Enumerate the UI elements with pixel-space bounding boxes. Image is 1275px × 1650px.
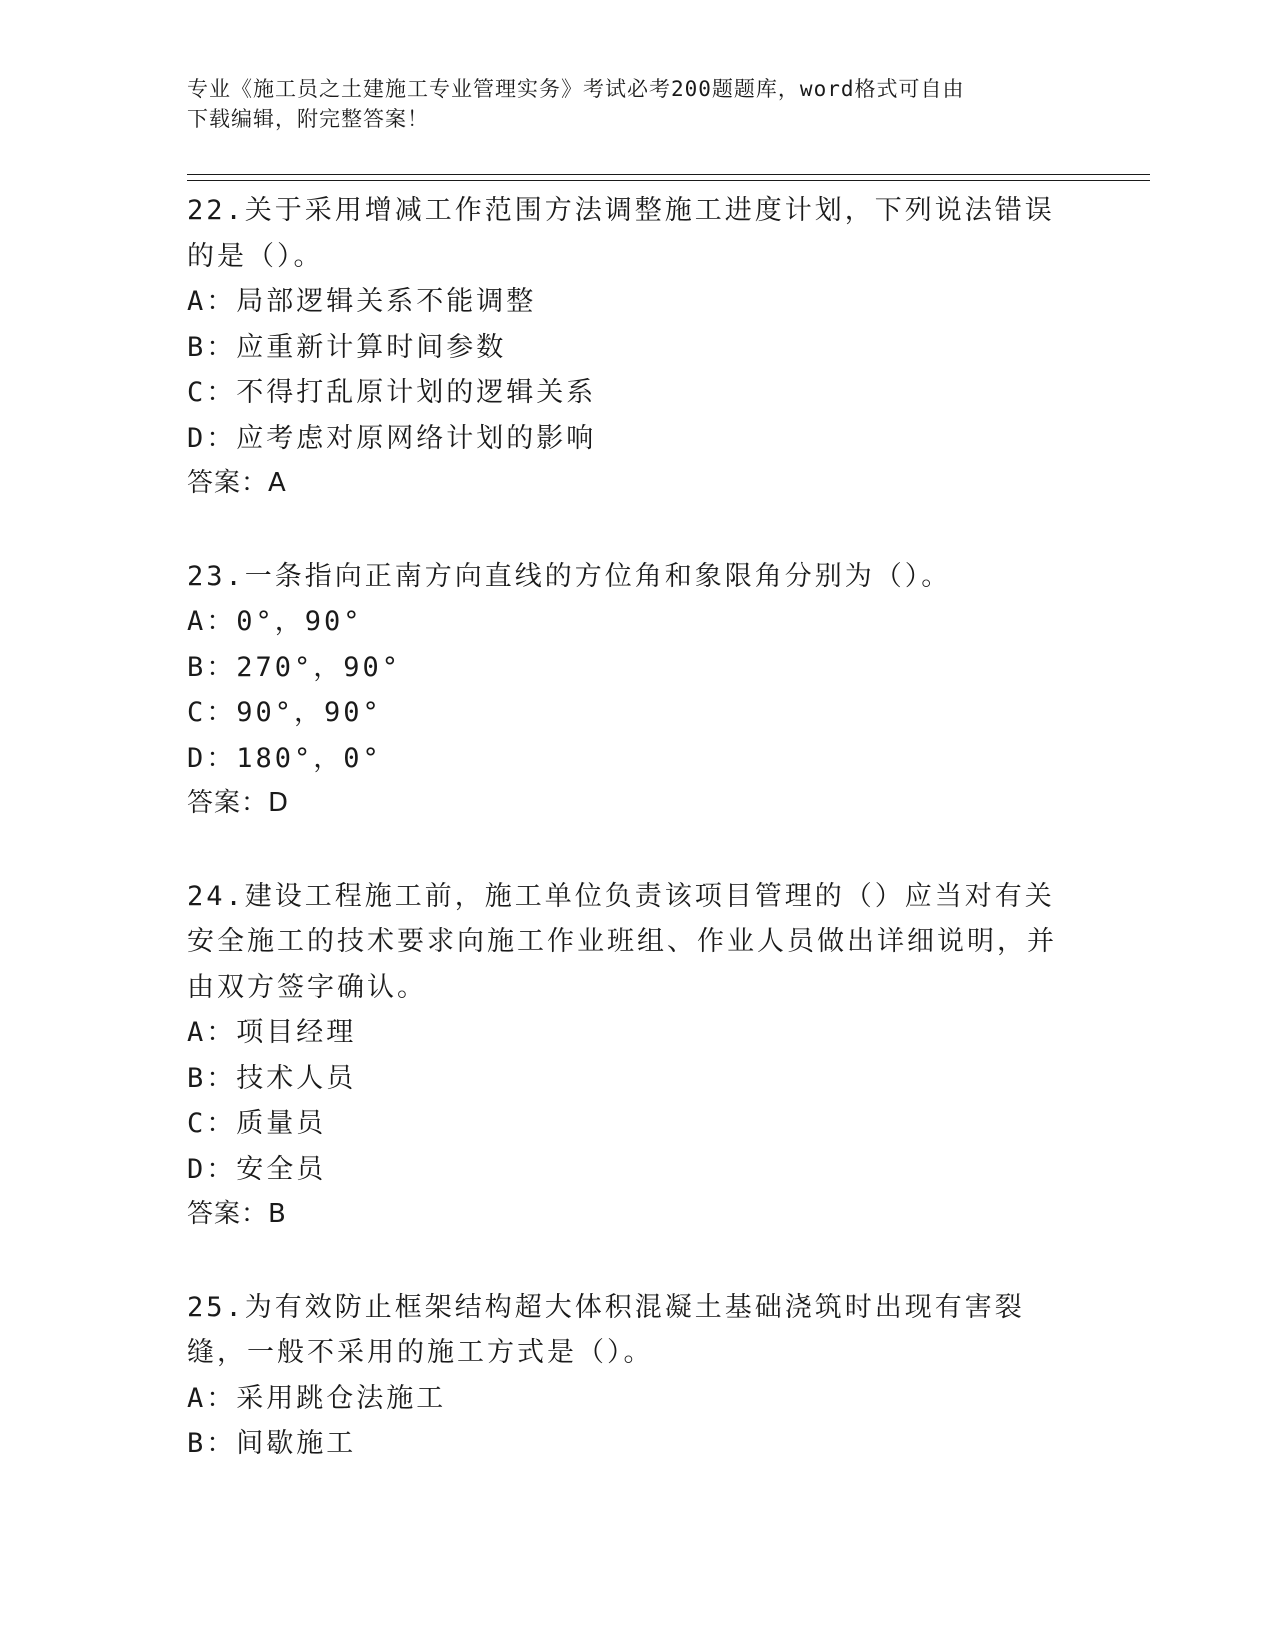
option-b: B：间歇施工 [187, 1428, 357, 1459]
document-header [187, 74, 1067, 134]
option-d: D：安全员 [187, 1153, 327, 1185]
question-22 [187, 188, 1067, 507]
option-c: C：不得打乱原计划的逻辑关系 [187, 377, 597, 408]
question-25 [187, 1285, 1067, 1467]
question-23 [187, 554, 1067, 827]
question-list [187, 188, 1067, 1514]
answer: 答案：A [187, 468, 287, 498]
option-c: C：90°，90° [187, 697, 382, 728]
option-a: A：局部逻辑关系不能调整 [187, 286, 537, 317]
header-line-2: 下载编辑，附完整答案！ [187, 107, 429, 131]
question-24 [187, 874, 1067, 1238]
header-divider-top [187, 174, 1150, 175]
header-divider-bottom [187, 180, 1150, 181]
option-b: B：270°，90° [187, 651, 402, 683]
option-b: B：技术人员 [187, 1062, 357, 1094]
option-a: A：采用跳仓法施工 [187, 1382, 447, 1414]
option-d: D：180°，0° [187, 742, 382, 774]
answer: 答案：D [187, 788, 290, 818]
header-line-1: 专业《施工员之土建施工专业管理实务》考试必考200题题库，word格式可自由 [187, 77, 965, 101]
question-stem: 25.为有效防止框架结构超大体积混凝土基础浇筑时出现有害裂缝，一般不采用的施工方式是（）。 [187, 1291, 1025, 1368]
option-a: A：项目经理 [187, 1017, 357, 1048]
answer: 答案：B [187, 1199, 287, 1229]
question-stem: 22.关于采用增减工作范围方法调整施工进度计划，下列说法错误的是（）。 [187, 195, 1055, 272]
option-c: C：质量员 [187, 1108, 327, 1139]
option-a: A：0°，90° [187, 606, 363, 637]
question-stem: 23.一条指向正南方向直线的方位角和象限角分别为（）。 [187, 560, 952, 592]
option-b: B：应重新计算时间参数 [187, 331, 507, 363]
option-d: D：应考虑对原网络计划的影响 [187, 422, 597, 454]
question-stem: 24.建设工程施工前，施工单位负责该项目管理的（）应当对有关安全施工的技术要求向施工作业班组、作业人员做出详细说明，并由双方签字确认。 [187, 880, 1057, 1003]
